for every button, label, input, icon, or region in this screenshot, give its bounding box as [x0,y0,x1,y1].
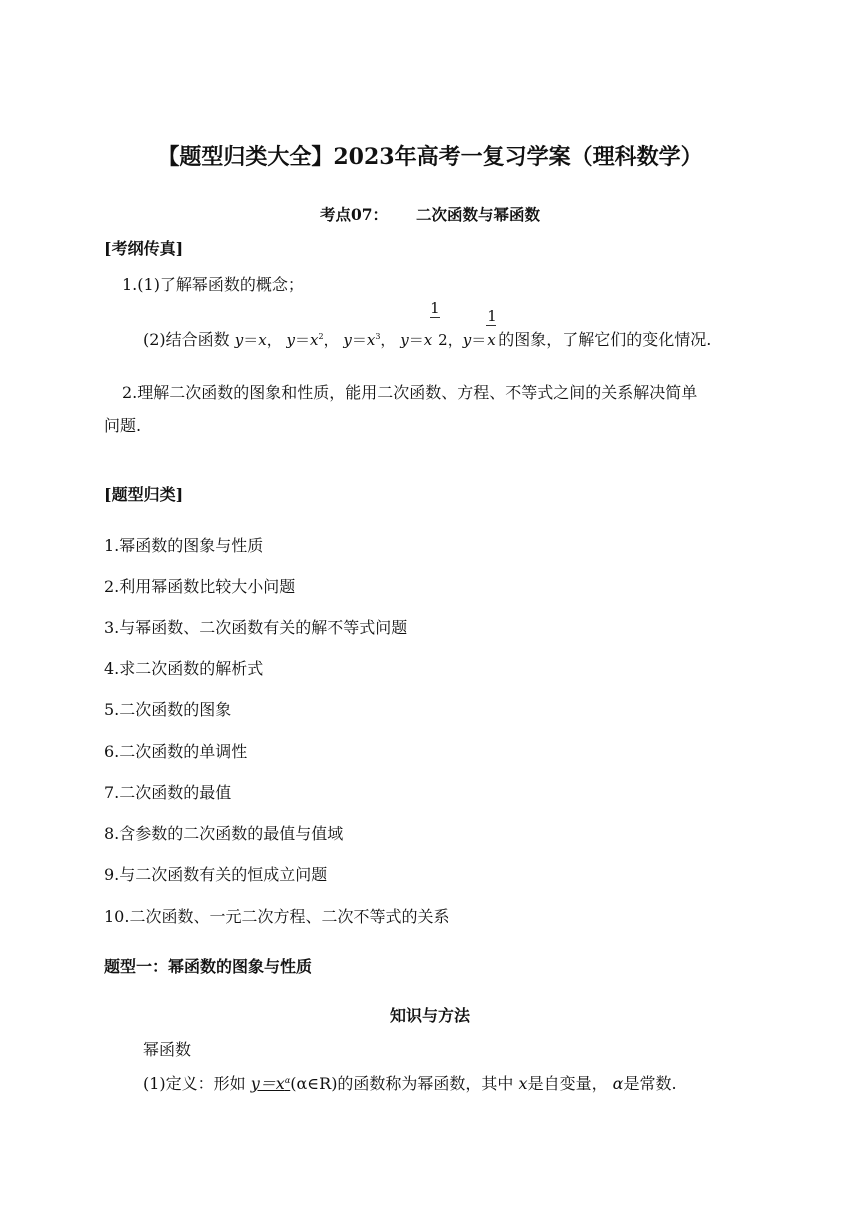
category-item: 5.二次函数的图象 [104,700,232,719]
variable-x: x [518,1074,528,1093]
syllabus-item-2-line1: 2.理解二次函数的图象和性质，能用二次函数、方程、不等式之间的关系解决简单 [122,383,698,402]
concept-label: 幂函数 [143,1040,192,1059]
category-item: 8.含参数的二次函数的最值与值域 [104,824,344,843]
definition-tail-1: 是自变量， [527,1074,608,1093]
syllabus-item-1b-prefix: (2)结合函数 [143,330,230,349]
formula-power-function: $y=x^\alpha$ [250,1074,291,1093]
category-item: 2.利用幂函数比较大小问题 [104,577,296,596]
syllabus-item-1b [143,299,712,350]
type1-heading: 题型一：幂函数的图象与性质 [104,957,313,976]
syllabus-item-1b-suffix: 的图象，了解它们的变化情况. [498,330,712,349]
syllabus-heading: [考纲传真] [104,239,184,258]
definition-tail-2: 是常数. [623,1074,677,1093]
definition-line [143,1071,677,1094]
category-item: 1.幂函数的图象与性质 [104,536,264,555]
category-item: 6.二次函数的单调性 [104,742,248,761]
formula-functions: y＝x， $y=x^2$， $y=x^3$， y＝x 1 2，y＝ $\frac{1}{x}$ [234,299,497,349]
category-item: 4.求二次函数的解析式 [104,659,264,678]
category-item: 7.二次函数的最值 [104,783,232,802]
variable-alpha: α [612,1074,624,1093]
category-item: 10.二次函数、一元二次方程、二次不等式的关系 [104,907,450,926]
syllabus-item-1a: 1.(1)了解幂函数的概念； [122,275,304,294]
categories-heading: [题型归类] [104,485,184,504]
subtitle-label: 考点07： [319,205,389,224]
category-item: 3.与幂函数、二次函数有关的解不等式问题 [104,618,408,637]
definition-mid: (α∈R)的函数称为幂函数，其中 [290,1074,514,1093]
page-title: 【题型归类大全】2023年高考一复习学案（理科数学） [157,144,703,170]
section-subtitle [0,203,860,225]
syllabus-item-2-line2: 问题. [104,416,142,435]
category-item: 9.与二次函数有关的恒成立问题 [104,865,328,884]
definition-prefix: (1)定义：形如 [143,1074,246,1093]
subtitle-topic: 二次函数与幂函数 [416,205,541,224]
knowledge-heading: 知识与方法 [389,1006,470,1025]
